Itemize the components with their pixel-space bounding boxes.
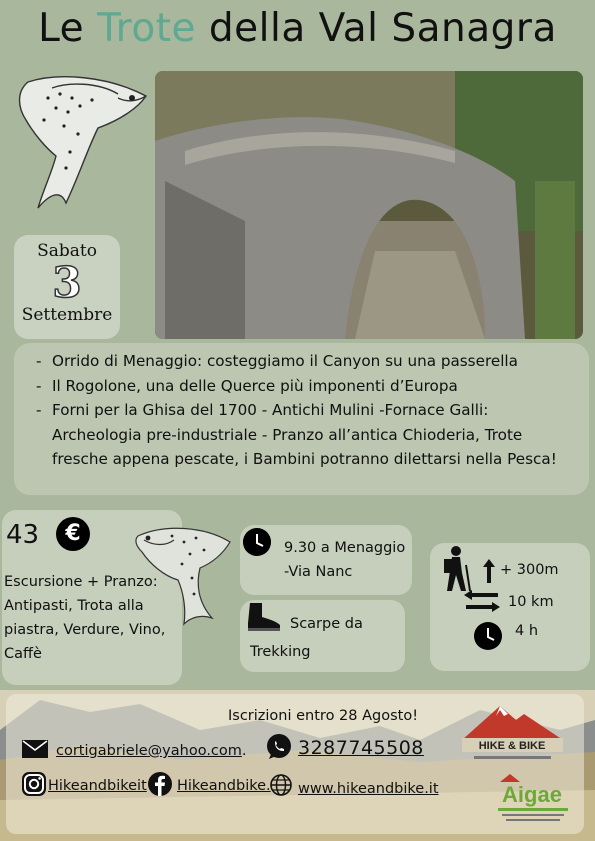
highlights-box bbox=[14, 343, 589, 495]
aigae-logo bbox=[490, 770, 575, 825]
highlight-item: - Forni per la Ghisa del 1700 - Antichi Mulini -Fornace Galli: Archeologia pre-industriale - Pranzo all’antica Chioderia, Trote fresche appena pescate, i Bambini potranno dilettarsi nella Pesca! bbox=[36, 398, 579, 472]
date-day: 3 bbox=[52, 258, 82, 307]
clock-icon bbox=[243, 528, 271, 556]
clock-icon bbox=[474, 622, 502, 650]
trout-illustration bbox=[8, 68, 153, 218]
date-month: Settembre bbox=[21, 305, 113, 325]
bridge-photo bbox=[155, 71, 583, 339]
duration-value: 4 h bbox=[515, 623, 539, 639]
arrow-up-icon bbox=[483, 559, 495, 583]
elevation-value: + 300m bbox=[500, 562, 559, 578]
instagram-link[interactable]: Hikeandbikeit bbox=[48, 778, 147, 794]
highlight-item: - Il Rogolone, una delle Querce più imponenti d’Europa bbox=[36, 374, 579, 399]
gear-line1: Scarpe da bbox=[290, 616, 363, 632]
title-part3: della Val Sanagra bbox=[196, 6, 557, 51]
globe-icon bbox=[270, 774, 292, 796]
title-accent: Trote bbox=[97, 6, 196, 51]
price-desc-line: Antipasti, Trota alla bbox=[4, 598, 144, 614]
price-amount: 43 bbox=[6, 520, 40, 550]
price-desc-line: Caffè bbox=[4, 646, 42, 662]
email-row bbox=[56, 740, 247, 759]
aigae-logo-text: Aigae bbox=[502, 782, 562, 807]
email-suffix: . bbox=[241, 743, 247, 759]
euro-icon: € bbox=[56, 517, 90, 551]
registration-deadline: Iscrizioni entro 28 Agosto! bbox=[228, 708, 419, 724]
highlights-list bbox=[14, 343, 589, 472]
meeting-place: -Via Nanc bbox=[284, 564, 353, 580]
facebook-link[interactable]: Hikeandbike. bbox=[177, 778, 271, 794]
title-part1: Le bbox=[38, 6, 98, 51]
instagram-icon bbox=[22, 772, 46, 796]
hiker-icon bbox=[438, 545, 474, 593]
email-link[interactable]: cortigabriele@yahoo.com bbox=[56, 743, 242, 759]
hike-and-bike-logo bbox=[460, 700, 565, 765]
price-desc-line: Escursione + Pranzo: bbox=[4, 574, 158, 590]
boot-icon bbox=[246, 601, 282, 633]
gear-line2: Trekking bbox=[250, 644, 311, 660]
date-day-name: Sabato bbox=[37, 241, 97, 261]
whatsapp-icon bbox=[266, 734, 292, 760]
page-title bbox=[0, 6, 595, 51]
meeting-time: 9.30 a Menaggio bbox=[284, 540, 406, 556]
distance-value: 10 km bbox=[508, 594, 554, 610]
trout-illustration-small bbox=[134, 518, 240, 628]
distance-arrows-icon bbox=[464, 590, 500, 612]
facebook-icon bbox=[148, 772, 172, 796]
email-icon bbox=[22, 740, 48, 758]
price-desc-line: piastra, Verdure, Vino, bbox=[4, 622, 166, 638]
meeting-info bbox=[284, 536, 405, 584]
hb-logo-text: HIKE & BIKE bbox=[478, 740, 546, 752]
website-link[interactable]: www.hikeandbike.it bbox=[298, 781, 439, 797]
highlight-item: - Orrido di Menaggio: costeggiamo il Canyon su una passerella bbox=[36, 349, 579, 374]
date-badge bbox=[14, 235, 120, 339]
phone-link[interactable]: 3287745508 bbox=[298, 737, 424, 759]
